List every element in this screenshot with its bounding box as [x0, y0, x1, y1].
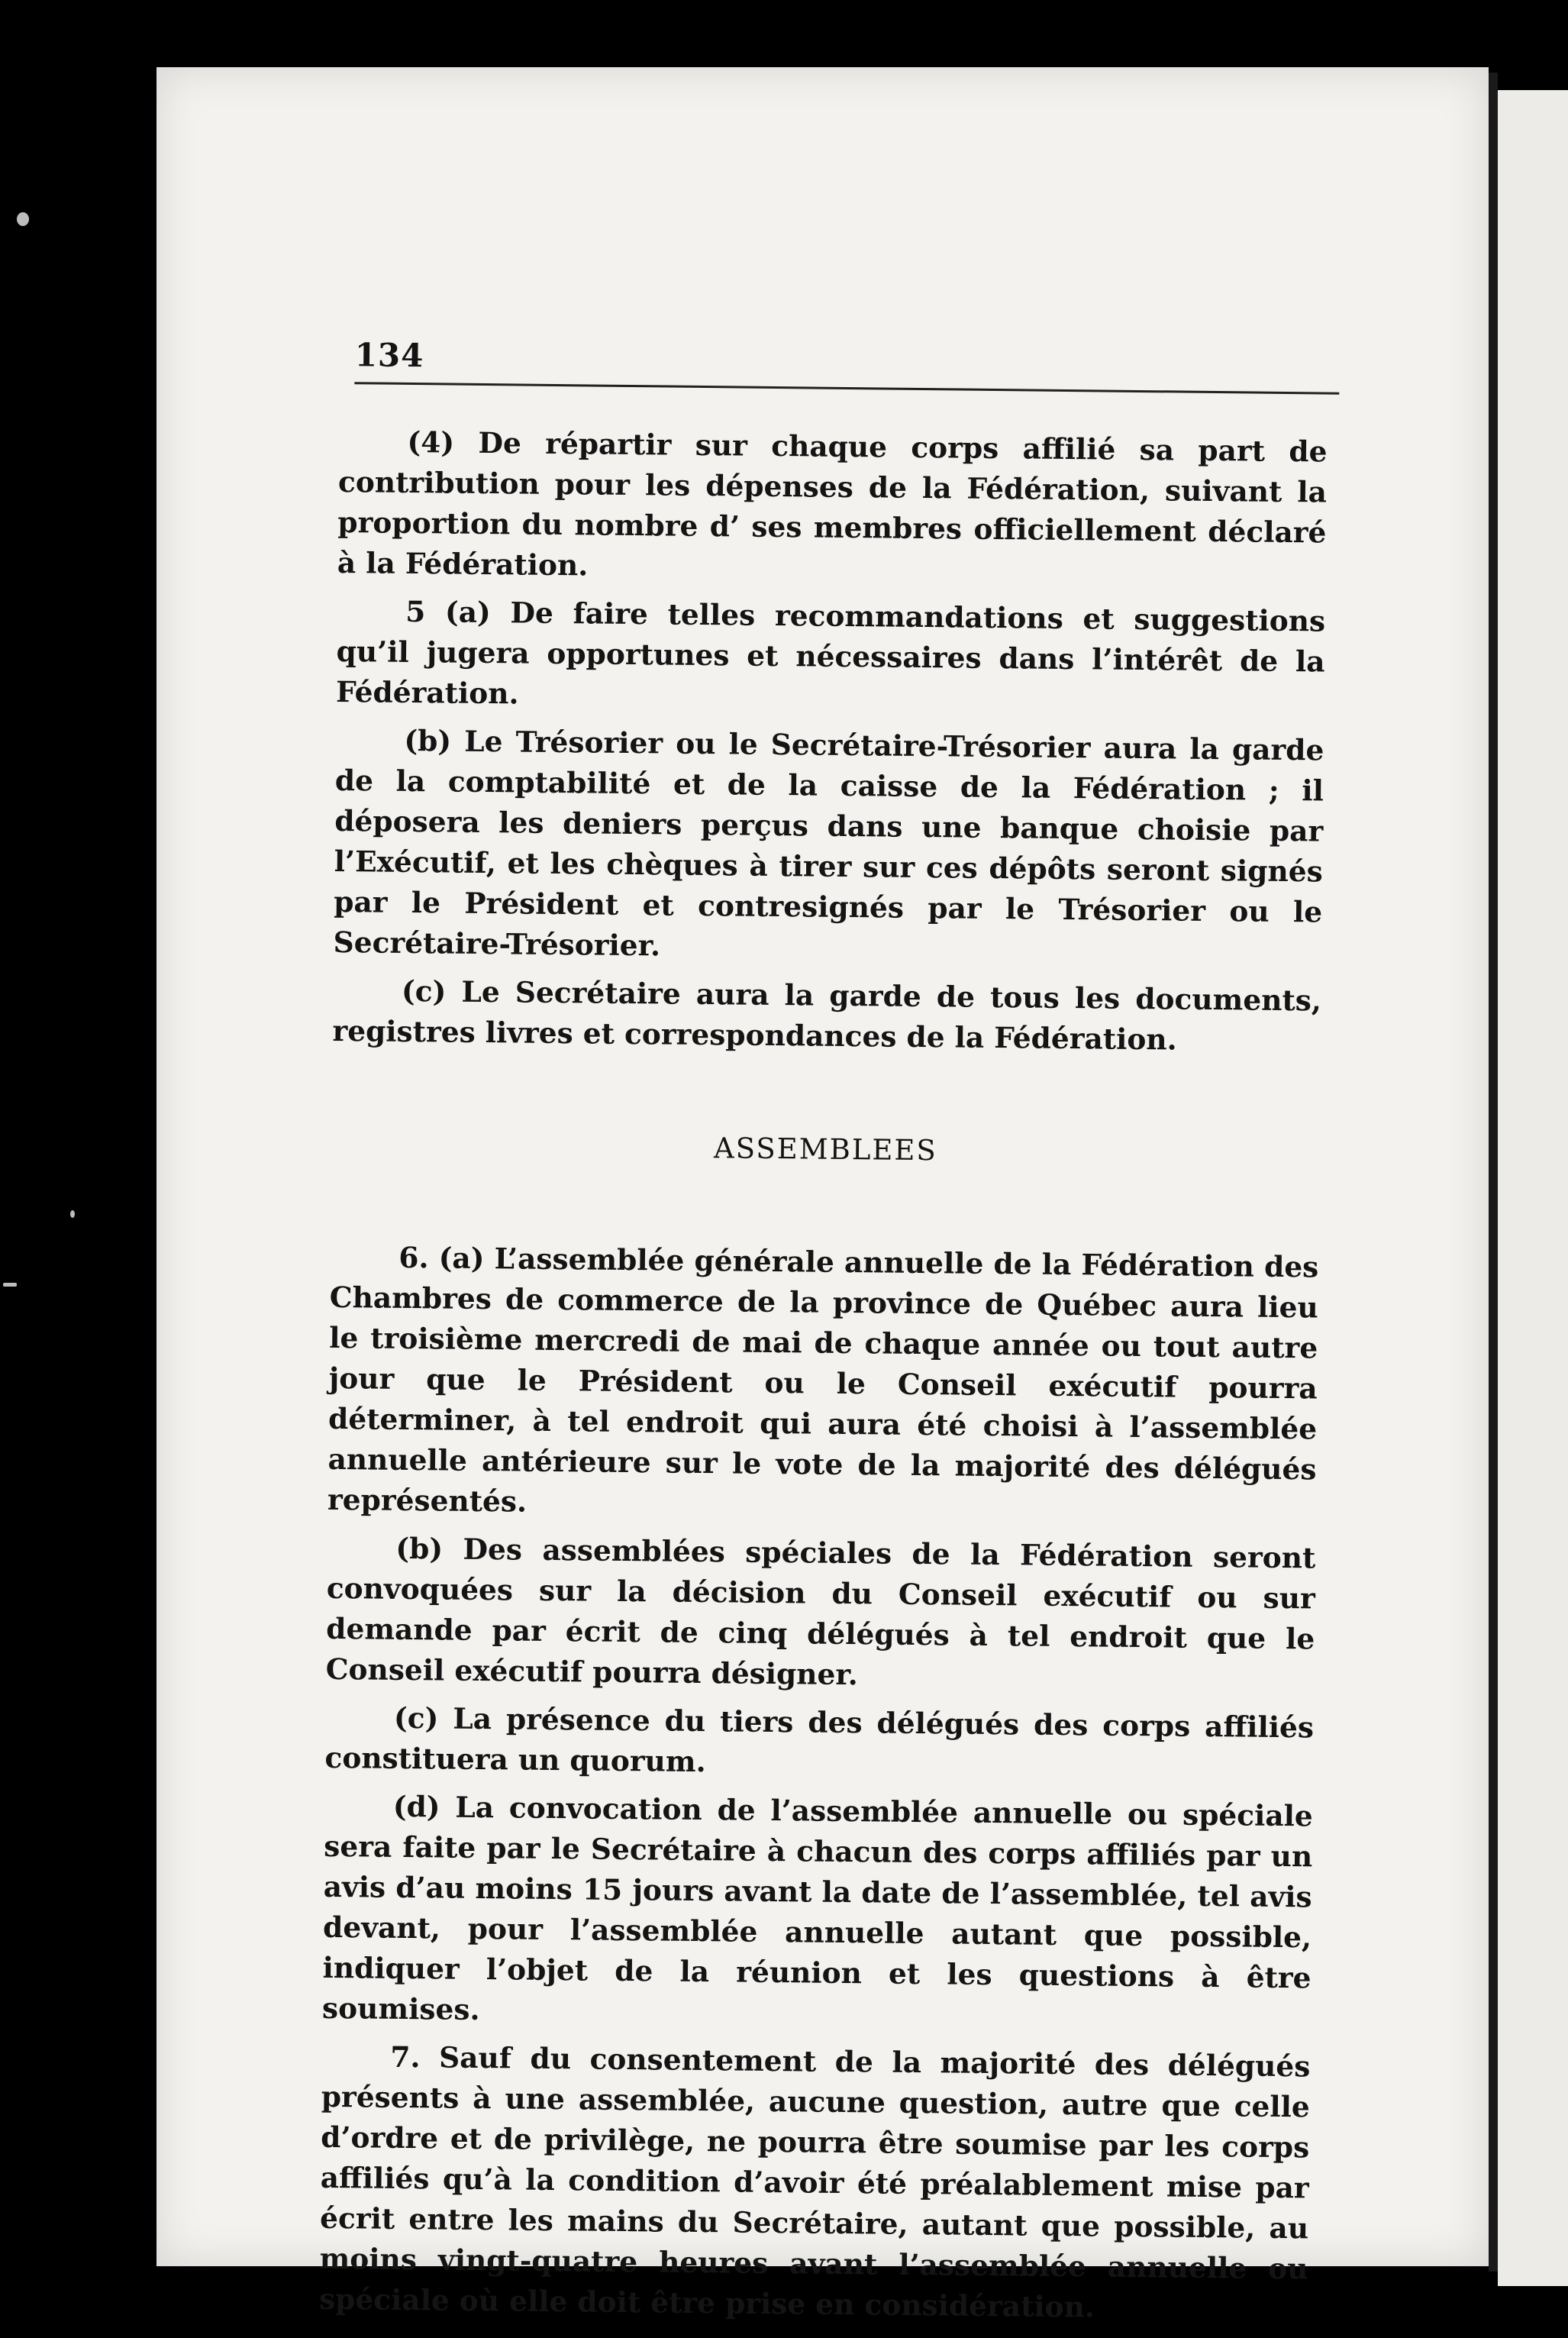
page-number: 134 — [354, 336, 424, 375]
header-rule — [354, 382, 1339, 395]
page-header — [354, 336, 1328, 401]
margin-speck — [70, 1210, 75, 1218]
paragraph: (b) Le Trésorier ou le Secrétaire-Trésorier aura la garde de la comptabilité et de la caisse de la Fédération ; il déposera les deniers perçus dans une banque choisie par l’Exécutif, et les chèques à tirer sur ces dépôts seront signés par le Président et contresignés par le Trésorier ou le Secrétaire-Trésorier. — [333, 723, 1324, 963]
paragraph: 7. Sauf du consentement de la majorité des délégués présents à une assemblée, aucune question, autre que celle d’ordre et de privilège, ne pourra être soumise par les corps affiliés qu’à la condition d’avoir été préalablement mise par écrit entre les mains du Secrétaire, autant que possible, au moins vingt-quatre heures avant l’assemblée annuelle ou spéciale où elle doit être prise en considération. — [318, 2039, 1311, 2324]
paragraph: 5 (a) De faire telles recommandations et suggestions qu’il jugera opportunes et nécessaires dans l’intérêt de la Fédération. — [335, 594, 1326, 711]
paragraph: (d) La convocation de l’assemblée annuelle ou spéciale sera faite par le Secrétaire à chacun des corps affiliés par un avis d’au moins 15 jours avant la date de l’assemblée, tel avis devant, pour l’assemblée annuelle autant que possible, indiquer l’objet de la réunion et les questions à être soumises. — [321, 1789, 1314, 2027]
page-text — [319, 336, 1328, 2337]
margin-speck — [17, 212, 29, 226]
margin-speck — [3, 1283, 17, 1287]
paragraph: 6. (a) L’assemblée générale annuelle de la Fédération des Chambres de commerce de la province de Québec aura lieu le troisième mercredi de mai de chaque année ou tout autre jour que le Président ou le Conseil exécutif pourra déterminer, à tel endroit qui aura été choisi à l’assemblée annuelle antérieure sur le vote de la majorité des délégués représentés. — [327, 1240, 1319, 1519]
paragraph: (b) Des assemblées spéciales de la Fédération seront convoquées sur la décision du Conseil exécutif ou sur demande par écrit de cinq délégués à tel endroit que le Conseil exécutif pourra désigner. — [325, 1531, 1316, 1692]
page-gutter — [1489, 73, 1498, 2272]
adjacent-page-edge — [1498, 90, 1568, 2286]
paragraph: (4) De répartir sur chaque corps affilié sa part de contribution pour les dépenses de la Fédération, suivant la proportion du nombre d’ ses membres officiellement déclaré à la Fédération. — [337, 425, 1328, 583]
section-heading: ASSEMBLEES — [713, 1132, 937, 1167]
paragraph: (c) Le Secrétaire aura la garde de tous les documents, registres livres et correspondances de la Fédération. — [332, 974, 1322, 1057]
paragraph: (c) La présence du tiers des délégués des corps affiliés constituera un quorum. — [324, 1700, 1315, 1779]
